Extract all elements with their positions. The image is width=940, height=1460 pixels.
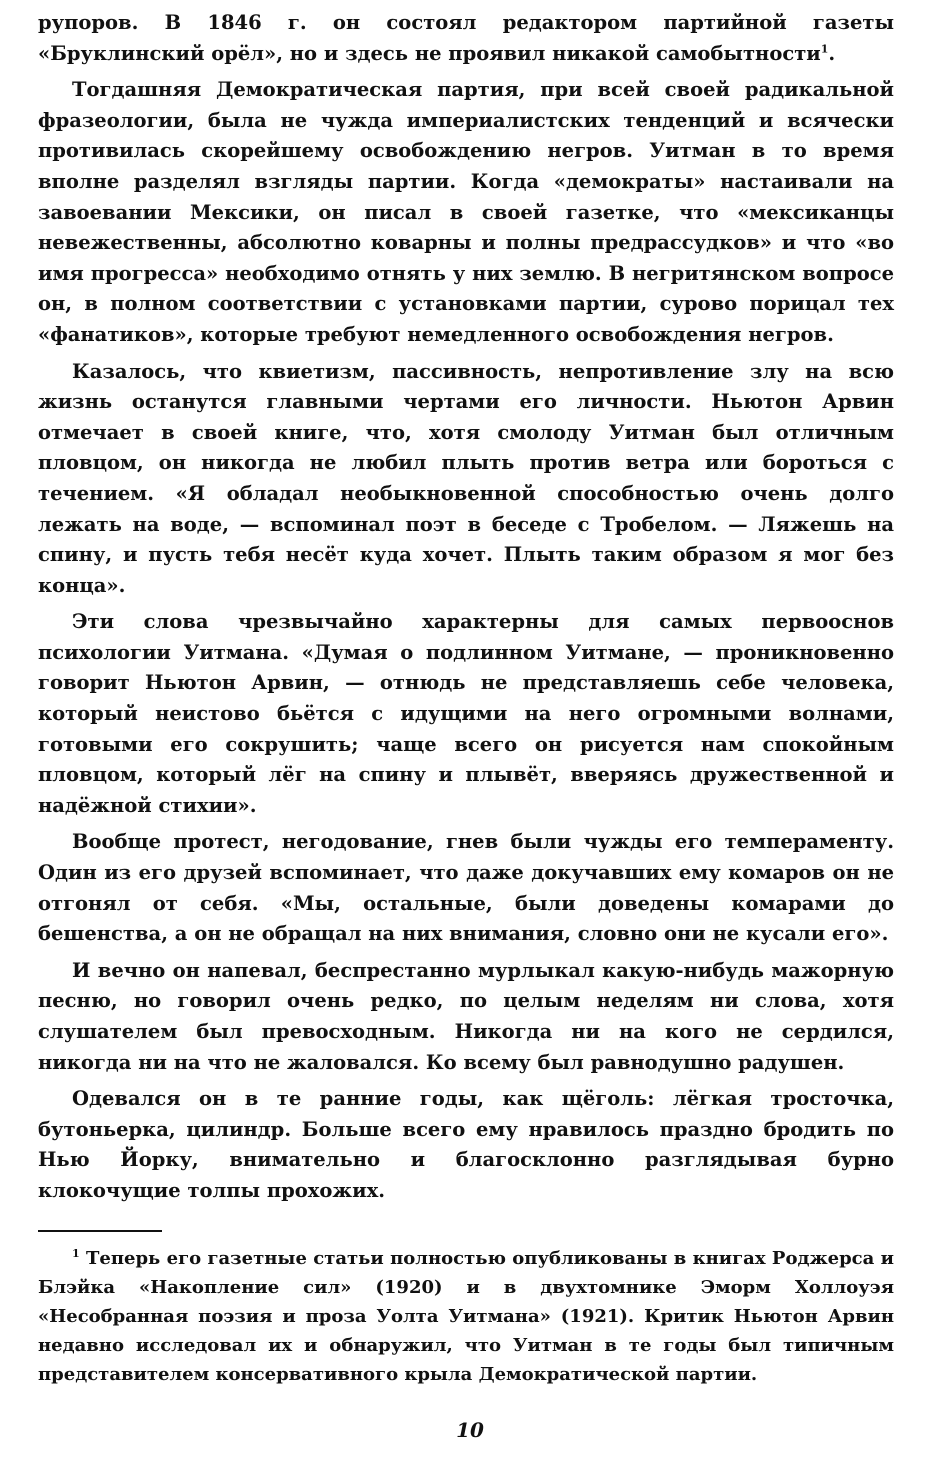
footnote-divider	[38, 1230, 162, 1232]
paragraph-1-text: рупоров. В 1846 г. он состоял редактором партийной газеты «Бруклинский орёл», но и здесь не проявил никакой самобытности	[38, 11, 894, 65]
page-number: 10	[456, 1418, 484, 1442]
footnote-text: Теперь его газетные статьи полностью опубликованы в книгах Роджерса и Блэйка «Накопление сил» (1920) и в двухтомнике Эморм Холлоуэя «Несобранная поэзия и проза Уолта Уитмана» (1921). Критик Ньютон Арвин недавно исследовал их и обнаружил, что Уитман в те годы был типичным представителем консервативного крыла Демократической партии.	[38, 1248, 894, 1385]
paragraph-7: Одевался он в те ранние годы, как щёголь: лёгкая тросточка, бутоньерка, цилиндр. Больше всего ему нравилось праздно бродить по Нью Йорку, внимательно и благосклонно разглядывая бурно клокочущие толпы прохожих.	[38, 1087, 894, 1202]
paragraph-5: Вообще протест, негодование, гнев были чужды его темпераменту. Один из его друзей вспоминает, что даже докучавших ему комаров он не отгонял от себя. «Мы, остальные, были доведены комарами до бешенства, а он не обращал на них внимания, словно они не кусали его».	[38, 830, 894, 946]
paragraph-6: И вечно он напевал, беспрестанно мурлыкал какую-нибудь мажорную песню, но говорил очень редко, по целым неделям ни слова, хотя слушателем был превосходным. Никогда ни на кого не сердился, никогда ни на что не жаловался. Ко всему был равнодушно радушен.	[38, 958, 894, 1074]
footnote	[38, 1244, 894, 1389]
footnote-ref: 1	[820, 42, 829, 56]
paragraph-2: Тогдашняя Демократическая партия, при всей своей радикальной фразеологии, была не чужда империалистских тенденций и всячески противилась скорейшему освобождению негров. Уитман в то время вполне разделял взгляды партии. Когда «демократы» настаивали на завоевании Мексики, он писал в своей газетке, что «мексиканцы невежественны, абсолютно коварны и полны предрассудков» и что «во имя прогресса» необходимо отнять у них землю. В негритянском вопросе он, в полном соответствии с установками партии, сурово порицал тех «фанатиков», которые требуют немедленного освобождения негров.	[38, 78, 894, 346]
paragraph-3: Казалось, что квиетизм, пассивность, непротивление злу на всю жизнь останутся главными чертами его личности. Ньютон Арвин отмечает в своей книге, что, хотя смолоду Уитман был отличным пловцом, он никогда не любил плыть против ветра или бороться с течением. «Я обладал необыкновенной способностью очень долго лежать на воде, — вспоминал поэт в беседе с Тробелом. — Ляжешь на спину, и пусть тебя несёт куда хочет. Плыть таким образом я мог без конца».	[38, 359, 894, 597]
paragraph-4: Эти слова чрезвычайно характерны для самых первооснов психологии Уитмана. «Думая о подлинном Уитмане, — проникновенно говорит Ньютон Арвин, — отнюдь не представляешь себе человека, который неистово бьётся с идущими на него огромными волнами, готовыми его сокрушить; чаще всего он рисуется нам спокойным пловцом, который лёг на спину и плывёт, вверяясь дружественной и надёжной стихии».	[38, 610, 894, 817]
paragraph-1: рупоров. В 1846 г. он состоял редактором партийной газеты «Бруклинский орёл», но и здесь не проявил никакой самобытности$^1$.	[38, 11, 894, 65]
footnote-marker: 1	[72, 1247, 80, 1260]
page-body	[38, 8, 894, 1207]
